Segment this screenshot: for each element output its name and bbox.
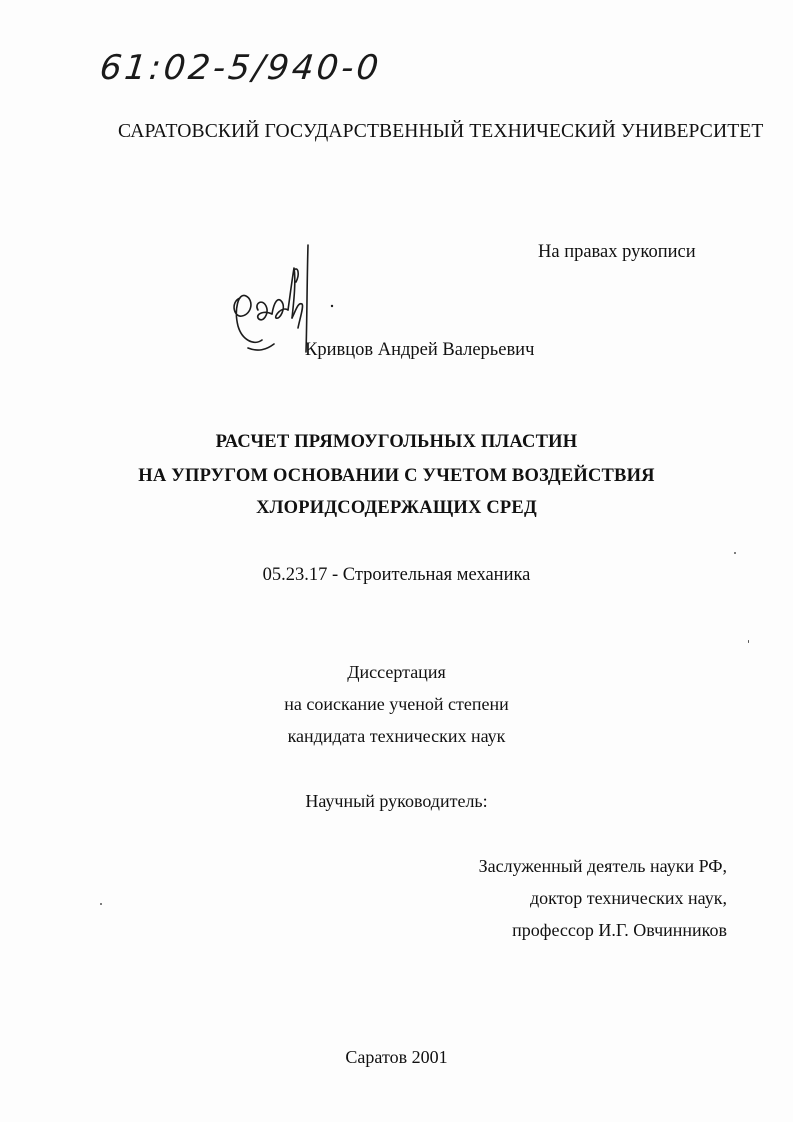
title-line-3: ХЛОРИДСОДЕРЖАЩИХ СРЕД [256, 498, 537, 518]
dissertation-line-2: на соискание ученой степени [284, 694, 509, 714]
supervisor-line-3: профессор И.Г. Овчинников [512, 920, 727, 940]
author-name: Кривцов Андрей Валерьевич [305, 340, 535, 360]
dissertation-line-1: Диссертация [347, 662, 446, 682]
supervisor-line-1: Заслуженный деятель науки РФ, [478, 856, 727, 876]
scan-speck [748, 640, 749, 643]
university-name: САРАТОВСКИЙ ГОСУДАРСТВЕННЫЙ ТЕХНИЧЕСКИЙ УНИВЕРСИТЕТ [118, 121, 764, 142]
specialty-code: 05.23.17 - Строительная механика [262, 565, 531, 585]
archive-number: 61:02-5/940-0 [97, 48, 384, 88]
title-line-1: РАСЧЕТ ПРЯМОУГОЛЬНЫХ ПЛАСТИН [215, 432, 578, 452]
scan-speck [734, 552, 736, 554]
dissertation-line-3: кандидата технических наук [287, 726, 506, 746]
manuscript-note: На правах рукописи [538, 242, 696, 262]
scan-speck [100, 903, 102, 905]
title-line-2: НА УПРУГОМ ОСНОВАНИИ С УЧЕТОМ ВОЗДЕЙСТВИЯ [138, 466, 655, 486]
supervisor-line-2: доктор технических наук, [530, 888, 727, 908]
supervisor-label: Научный руководитель: [305, 791, 488, 811]
city-year: Саратов 2001 [345, 1047, 448, 1067]
